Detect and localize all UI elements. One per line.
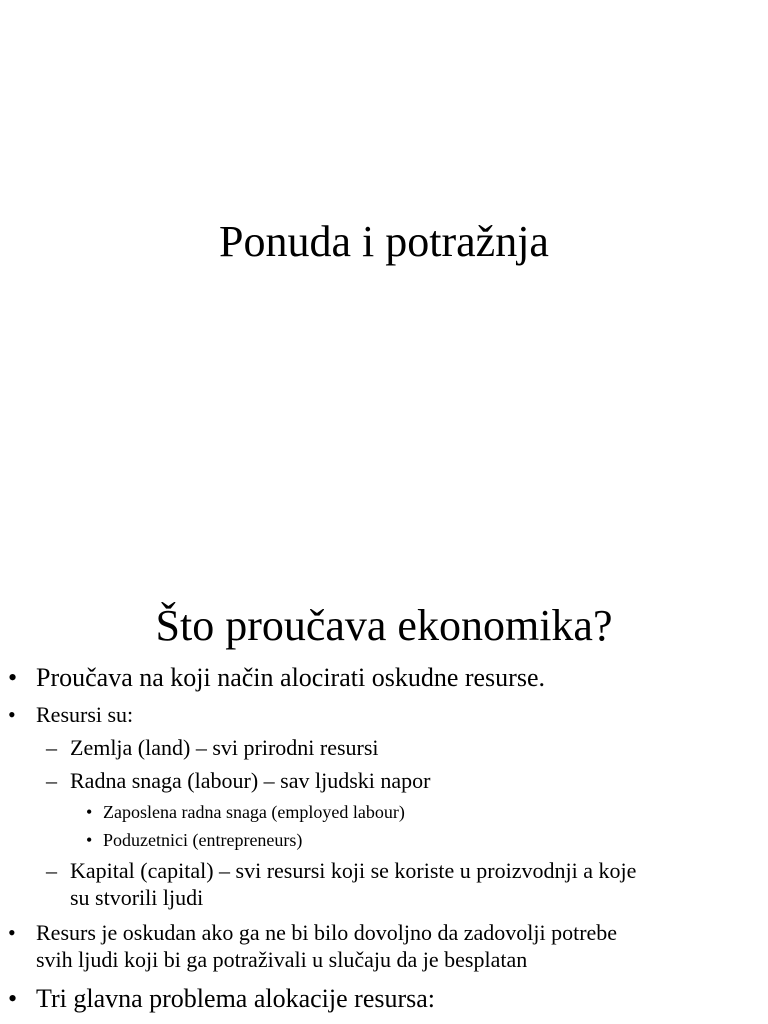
bullet-text: Proučava na koji način alocirati oskudne resurse.	[36, 663, 545, 692]
dash-marker: –	[46, 768, 57, 793]
bullet-marker: •	[8, 663, 18, 692]
dash-marker: –	[46, 858, 57, 883]
sub-sub-bullet-text: Poduzetnici (entrepreneurs)	[103, 830, 303, 850]
bullet-text: Tri glavna problema alokacije resursa:	[36, 984, 436, 1013]
bullet-text: Resursi su:	[36, 702, 134, 727]
sub-sub-bullet-text: Zaposlena radna snaga (employed labour)	[103, 802, 405, 822]
bullet-item	[0, 701, 768, 729]
bullet-text: Resurs je oskudan ako ga ne bi bilo dovoljno da zadovolji potrebe	[36, 920, 618, 945]
sub-bullet-item	[0, 734, 768, 762]
sub-bullet-text: Radna snaga (labour) – sav ljudski napor	[70, 768, 431, 793]
bullet-marker: •	[86, 802, 93, 822]
sub-bullet-text-cont: su stvorili ljudi	[70, 885, 204, 910]
sub-bullet-item	[0, 767, 768, 795]
bullet-marker: •	[8, 702, 16, 727]
bullet-text-cont: svih ljudi koji bi ga potraživali u slučaju da je besplatan	[36, 947, 528, 972]
bullet-marker: •	[86, 830, 93, 850]
slide-1-title: Ponuda i potražnja	[219, 217, 549, 266]
dash-marker: –	[46, 735, 57, 760]
sub-bullet-item	[0, 858, 768, 912]
bullet-item	[0, 983, 768, 1015]
slide-2-title: Što proučava ekonomika?	[155, 601, 613, 650]
sub-sub-bullet-item	[0, 800, 768, 824]
bullet-marker: •	[8, 920, 16, 945]
bullet-marker: •	[8, 984, 18, 1013]
sub-sub-bullet-item	[0, 828, 768, 852]
sub-bullet-text: Zemlja (land) – svi prirodni resursi	[70, 735, 379, 760]
bullet-item	[0, 662, 768, 694]
bullet-item	[0, 920, 768, 974]
sub-bullet-text: Kapital (capital) – svi resursi koji se koriste u proizvodnji a koje	[70, 858, 637, 883]
